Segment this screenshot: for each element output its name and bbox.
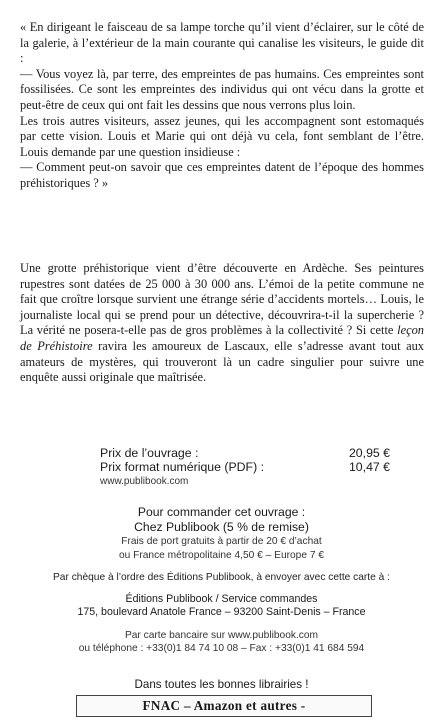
website-link[interactable]: www.publibook.com xyxy=(100,476,189,487)
cheque-instructions: Par chèque à l’ordre des Éditions Publibook, à envoyer avec cette carte à : xyxy=(53,572,390,583)
book-excerpt xyxy=(20,20,424,192)
postal-address-line: 175, boulevard Anatole France – 93200 Saint-Denis – France xyxy=(77,606,366,618)
book-price-value: 20,95 € xyxy=(348,446,390,460)
book-price-label: Prix de l’ouvrage : xyxy=(100,446,199,460)
pdf-price-label: Prix format numérique (PDF) : xyxy=(100,460,264,474)
book-summary xyxy=(20,261,424,386)
excerpt-paragraph: — Vous voyez là, par terre, des empreintes de pas humains. Ces empreintes sont fossilisées. Ce sont les empreintes des individus qui ont vécu dans la grotte et peut-être de ceux qui ont fait les dessins que nous verrons plus loin. xyxy=(20,66,424,112)
pdf-price-value: 10,47 € xyxy=(348,460,390,474)
shipping-info: ou France métropolitaine 4,50 € – Europe 7 € xyxy=(118,550,324,561)
shipping-info: Frais de port gratuits à partir de 20 € d’achat xyxy=(121,536,322,547)
excerpt-paragraph: Les trois autres visiteurs, assez jeunes, qui les accompagnent sont estomaqués par cette vision. Louis et Marie qui ont déjà vu cela, font semblant de l’être. Louis demande par une question insidieuse : xyxy=(20,113,424,159)
retailers-sticker: FNAC – Amazon et autres - xyxy=(76,695,372,717)
summary-text-end: ravira les amoureux de Lascaux, elle s’adresse avant tout aux amateurs de mystères, qui trouveront là un cadre singulier pour suivre une enquête aussi originale que maîtrisée. xyxy=(20,338,424,385)
summary-text-start: Une grotte préhistorique vient d’être découverte en Ardèche. Ses peintures rupestres sont datées de 25 000 à 30 000 ans. L’émoi de la petite commune ne fait que croître lorsque survient une étrange série d’accidents mortels… Louis, le journaliste local qui se prend pour un détective, découvrira-t-il la supercherie ? La vérité ne posera-t-elle pas de gros problèmes à la collectivité ? Si cette xyxy=(20,261,424,338)
libraries-note: Dans toutes les bonnes librairies ! xyxy=(134,678,309,691)
excerpt-paragraph: « En dirigeant le faisceau de sa lampe torche qu’il vient d’éclairer, sur le côté de la galerie, à l’extérieur de la main courante qui canalise les visiteurs, le guide dit : xyxy=(20,20,424,66)
order-title: Pour commander cet ouvrage : xyxy=(137,505,306,519)
card-payment-info: Par carte bancaire sur www.publibook.com xyxy=(124,630,319,641)
postal-address-line: Éditions Publibook / Service commandes xyxy=(125,593,318,605)
order-shop: Chez Publibook (5 % de remise) xyxy=(134,520,309,534)
phone-fax-info: ou téléphone : +33(0)1 84 74 10 08 – Fax : +33(0)1 41 684 594 xyxy=(78,643,365,654)
pdf-price-row xyxy=(100,460,390,474)
summary-italic-title: leçon de Préhistoire xyxy=(20,323,424,353)
book-price-row xyxy=(100,446,390,460)
excerpt-paragraph: — Comment peut-on savoir que ces empreintes datent de l’époque des hommes préhistoriques ? » xyxy=(20,160,424,190)
